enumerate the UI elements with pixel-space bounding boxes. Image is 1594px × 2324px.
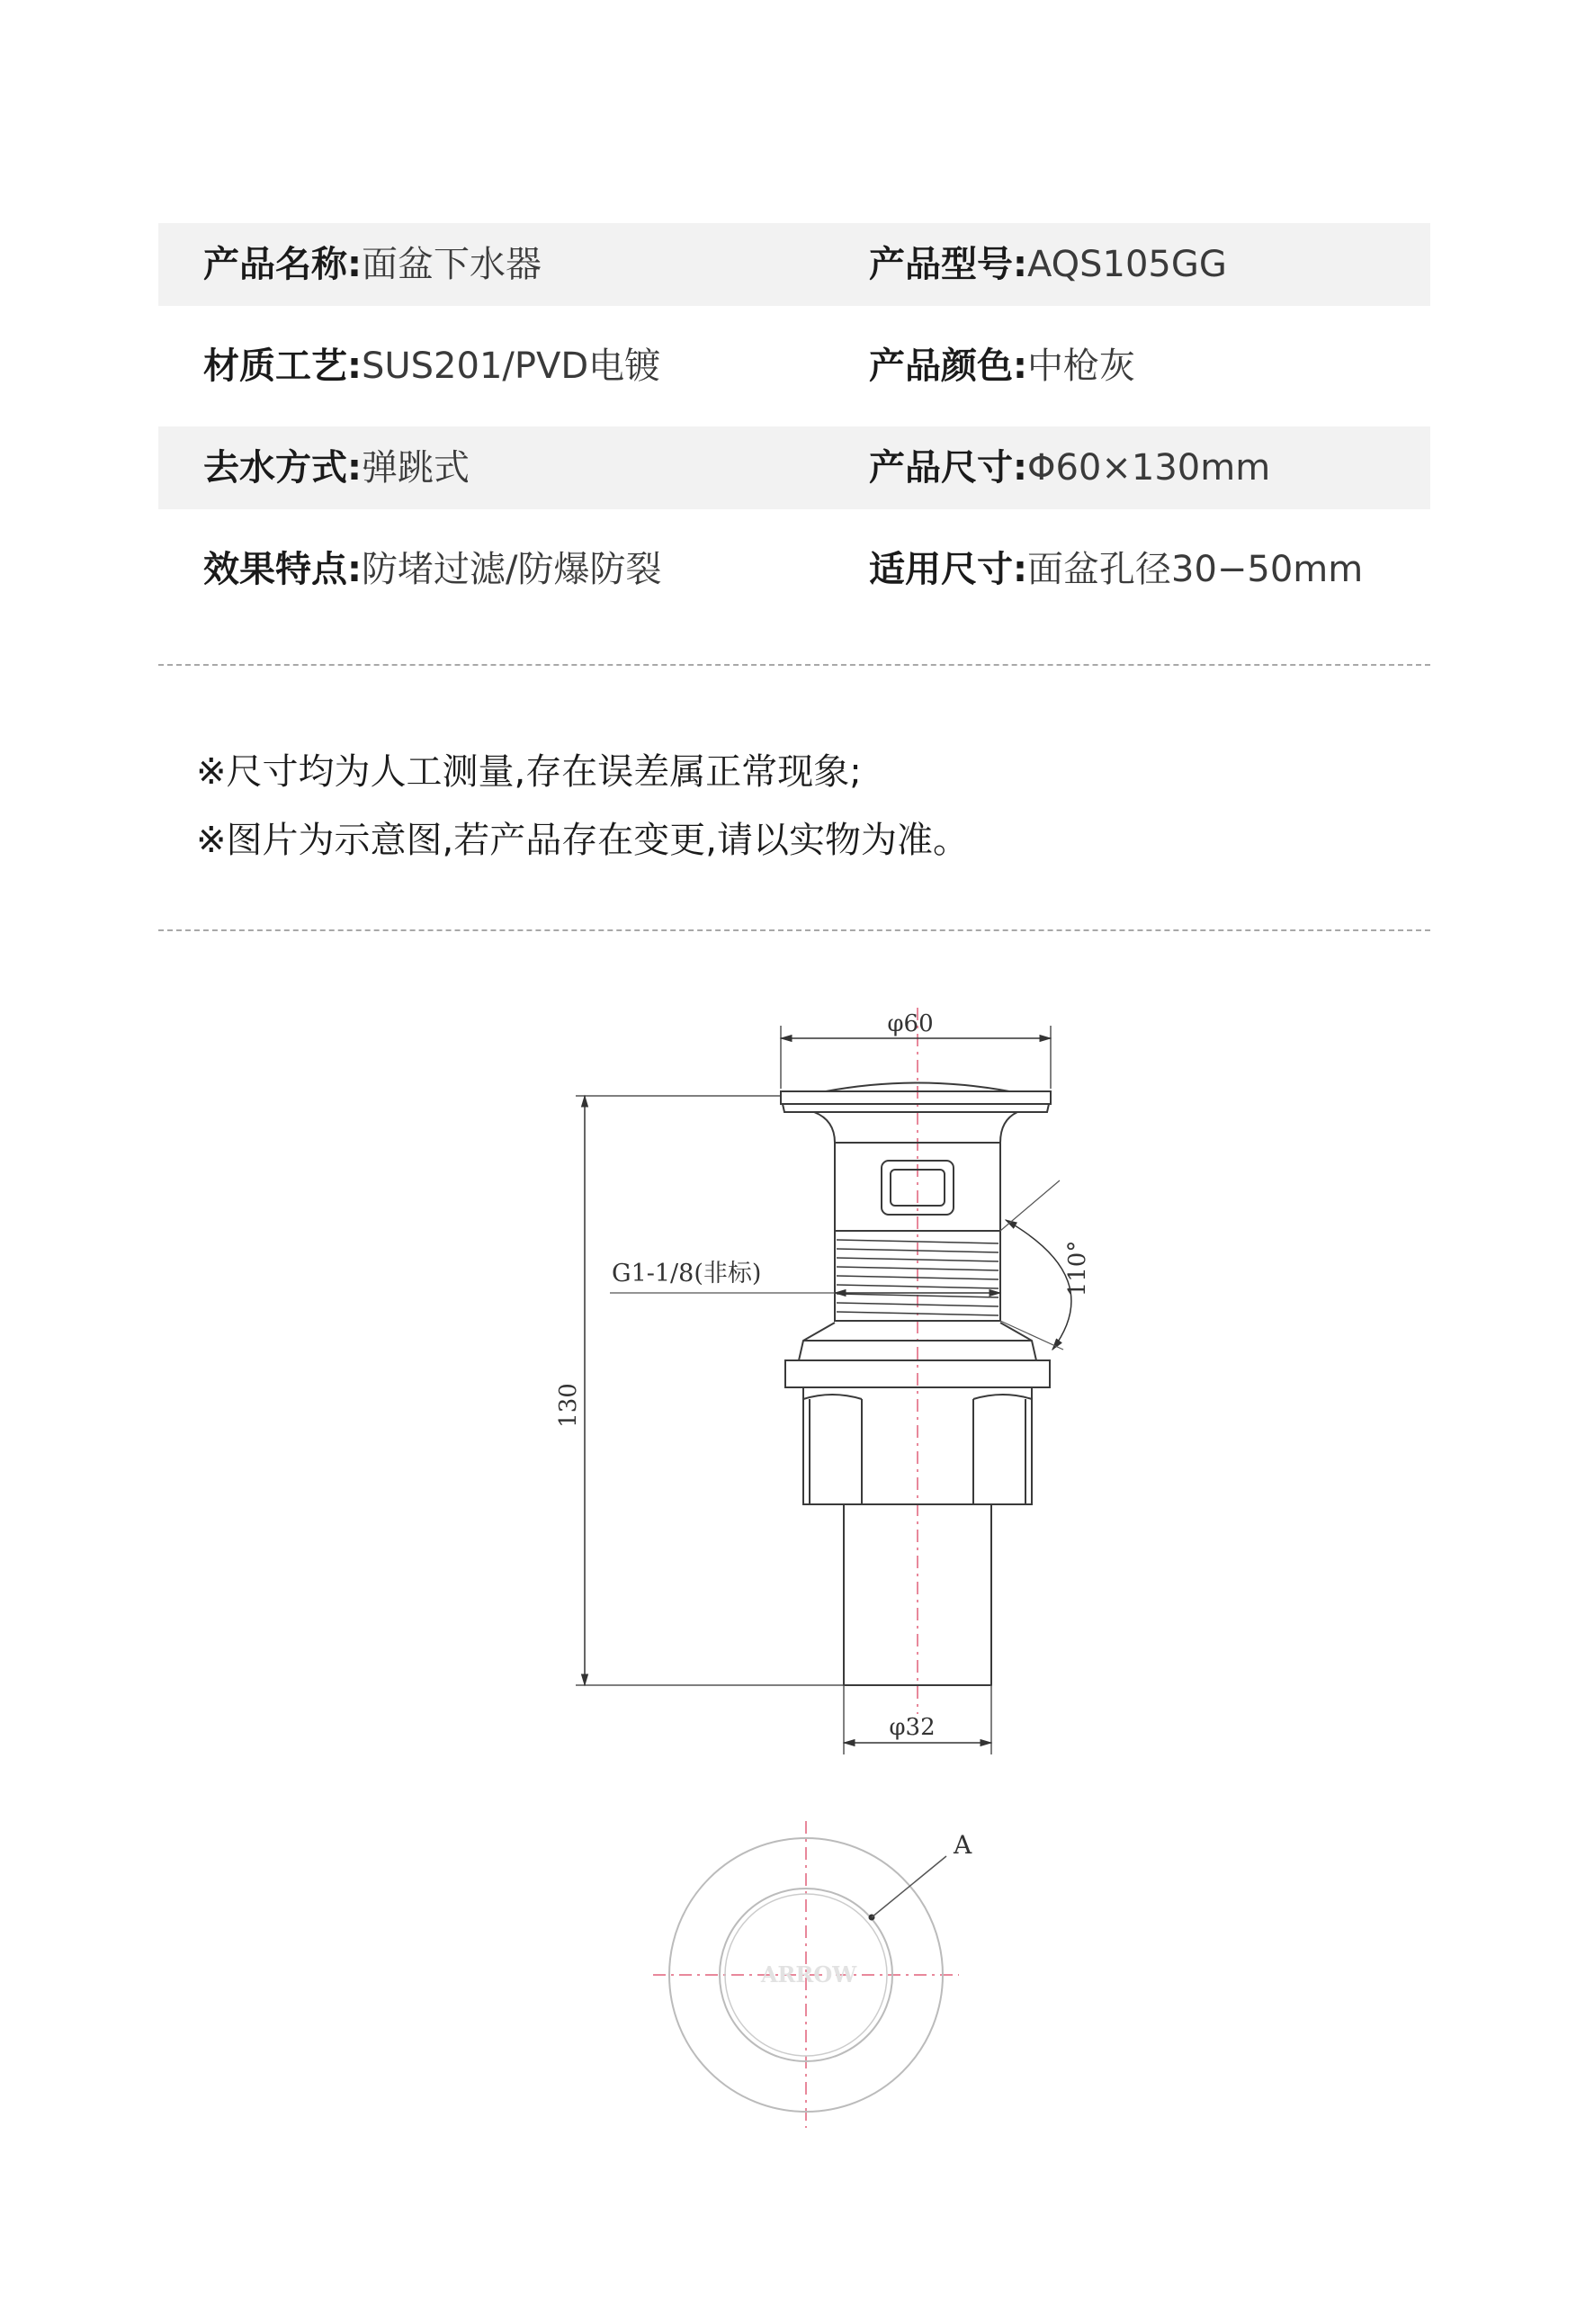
spec-value: SUS201/PVD电镀: [362, 345, 661, 387]
spec-value: AQS105GG: [1027, 244, 1227, 285]
angle-arc: [1006, 1220, 1071, 1350]
spec-label: 去水方式:: [203, 447, 362, 489]
spec-label: 效果特点:: [203, 549, 362, 590]
spec-value: 中枪灰: [1027, 345, 1135, 387]
spec-value: 面盆下水器: [362, 244, 542, 285]
top-view: [653, 1821, 972, 2128]
angle-label: 110°: [1064, 1240, 1091, 1297]
callout-a: A: [954, 1830, 972, 1860]
dim-bottom-label: φ32: [889, 1714, 936, 1741]
note-illustration: ※图片为示意图,若产品存在变更,请以实物为准。: [196, 820, 969, 861]
spec-label: 材质工艺:: [203, 345, 362, 387]
logo-text: ARROW: [760, 1961, 857, 1988]
spec-value: 面盆孔径30−50mm: [1027, 549, 1364, 590]
spec-value: 弹跳式: [362, 447, 470, 489]
dim-top-label: φ60: [887, 1010, 934, 1037]
spec-value: 防堵过滤/防爆防裂: [362, 549, 662, 590]
drain-body: [781, 1083, 1051, 1686]
spec-label: 产品尺寸:: [869, 447, 1027, 489]
thread-lines: [837, 1240, 998, 1315]
dim-height-label: 130: [555, 1383, 582, 1428]
spec-label: 产品颜色:: [869, 345, 1027, 387]
spec-label: 产品型号:: [869, 244, 1027, 285]
spec-label: 适用尺寸:: [869, 549, 1027, 590]
note-measurement: ※尺寸均为人工测量,存在误差属正常现象;: [196, 751, 862, 793]
thread-label: G1-1/8(非标): [612, 1260, 762, 1288]
spec-label: 产品名称:: [203, 244, 362, 285]
spec-value: Φ60×130mm: [1027, 447, 1271, 489]
